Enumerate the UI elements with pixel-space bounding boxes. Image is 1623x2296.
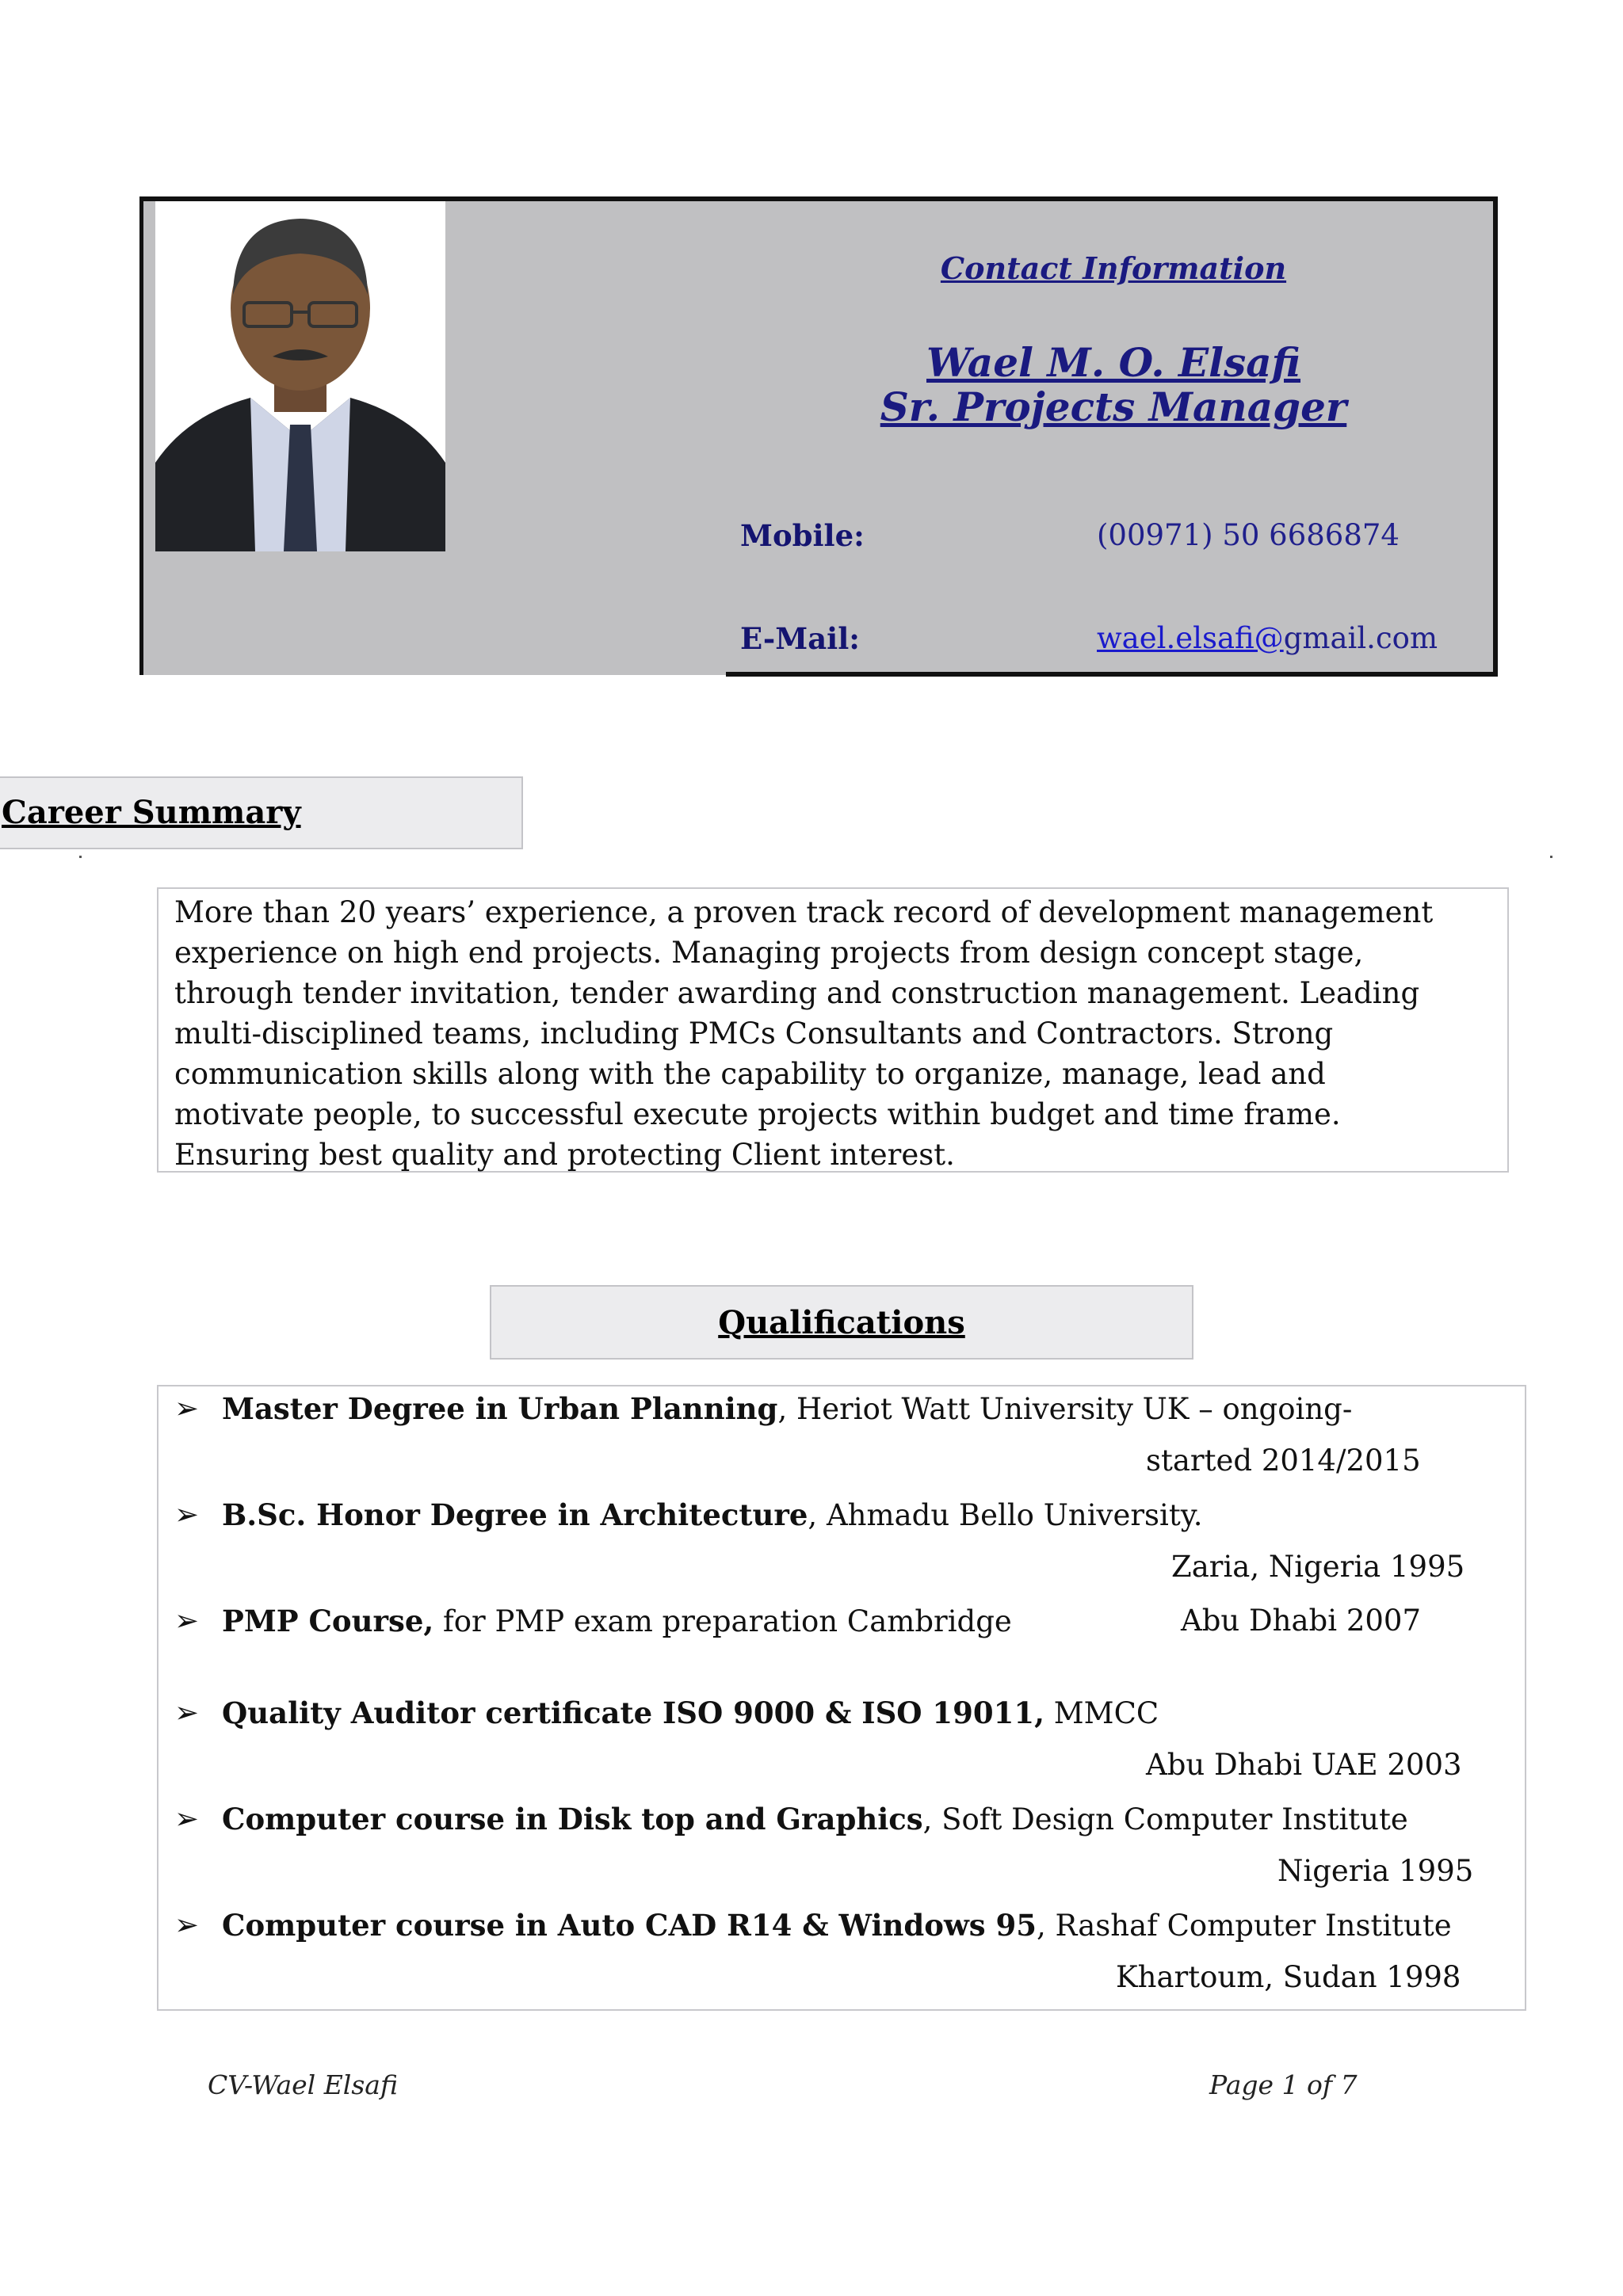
summary-line: More than 20 years’ experience, a proven track record of development management [174,895,1434,929]
contact-title: Contact Information [940,250,1287,286]
bullet-arrow-icon: ➢ [174,1391,200,1425]
email-label: E-Mail: [740,621,860,656]
mobile-value: (00971) 50 6686874 [1097,518,1400,552]
qualification-title: PMP Course, [222,1604,434,1638]
qualification-detail: , Soft Design Computer Institute [922,1802,1408,1836]
qualification-title: Computer course in Disk top and Graphics [222,1802,923,1836]
profile-photo [155,201,445,551]
summary-line: Ensuring best quality and protecting Client interest. [174,1138,955,1172]
qualification-detail: , Rashaf Computer Institute [1037,1909,1452,1943]
qualification-detail: , Heriot Watt University UK – ongoing- [777,1392,1353,1426]
email-link[interactable] [1097,621,1438,655]
qualification-title: B.Sc. Honor Degree in Architecture [222,1497,808,1532]
qualification-location: started 2014/2015 [1146,1444,1421,1478]
email-domain: gmail.com [1283,621,1438,655]
qualification-location: Nigeria 1995 [1277,1854,1474,1888]
footer-page-number: Page 1 of 7 [1209,2069,1358,2100]
qualification-location: Abu Dhabi UAE 2003 [1146,1748,1462,1782]
qualifications-heading [490,1285,1193,1360]
bullet-arrow-icon: ➢ [174,1604,200,1638]
mobile-label: Mobile: [740,518,865,553]
person-job-title: Sr. Projects Manager [880,383,1347,430]
career-summary-title: Career Summary [2,794,301,831]
bullet-arrow-icon: ➢ [174,1802,200,1836]
person-name: Wael M. O. Elsafi [926,339,1301,386]
qualification-title: Quality Auditor certificate ISO 9000 & ISO 19011, [222,1695,1045,1730]
header-border [726,672,1498,677]
bullet-arrow-icon: ➢ [174,1908,200,1942]
summary-line: communication skills along with the capability to organize, manage, lead and [174,1057,1326,1091]
career-summary-text [157,887,1509,1173]
summary-line: experience on high end projects. Managing projects from design concept stage, [174,936,1364,970]
dot-marker [79,856,82,858]
qualification-title: Computer course in Auto CAD R14 & Windows 95 [222,1908,1037,1943]
qualification-location: Abu Dhabi 2007 [1181,1604,1421,1638]
qualification-location: Khartoum, Sudan 1998 [1116,1960,1461,1994]
email-user[interactable]: wael.elsafi@ [1097,621,1284,655]
career-summary-heading [0,776,523,849]
qualifications-title: Qualifications [718,1304,965,1341]
qualification-title: Master Degree in Urban Planning [222,1391,778,1426]
qualification-detail: MMCC [1044,1696,1159,1730]
summary-line: multi-disciplined teams, including PMCs Consultants and Contractors. Strong [174,1016,1334,1051]
qualification-detail: for PMP exam preparation Cambridge [433,1604,1012,1638]
qualification-location: Zaria, Nigeria 1995 [1171,1550,1465,1584]
dot-marker [1550,856,1552,858]
bullet-arrow-icon: ➢ [174,1497,200,1531]
qualification-detail: , Ahmadu Bello University. [808,1498,1203,1532]
summary-line: motivate people, to successful execute projects within budget and time frame. [174,1097,1341,1131]
summary-line: through tender invitation, tender awarding and construction management. Leading [174,976,1420,1010]
bullet-arrow-icon: ➢ [174,1695,200,1730]
footer-document-name: CV-Wael Elsafi [208,2069,398,2100]
